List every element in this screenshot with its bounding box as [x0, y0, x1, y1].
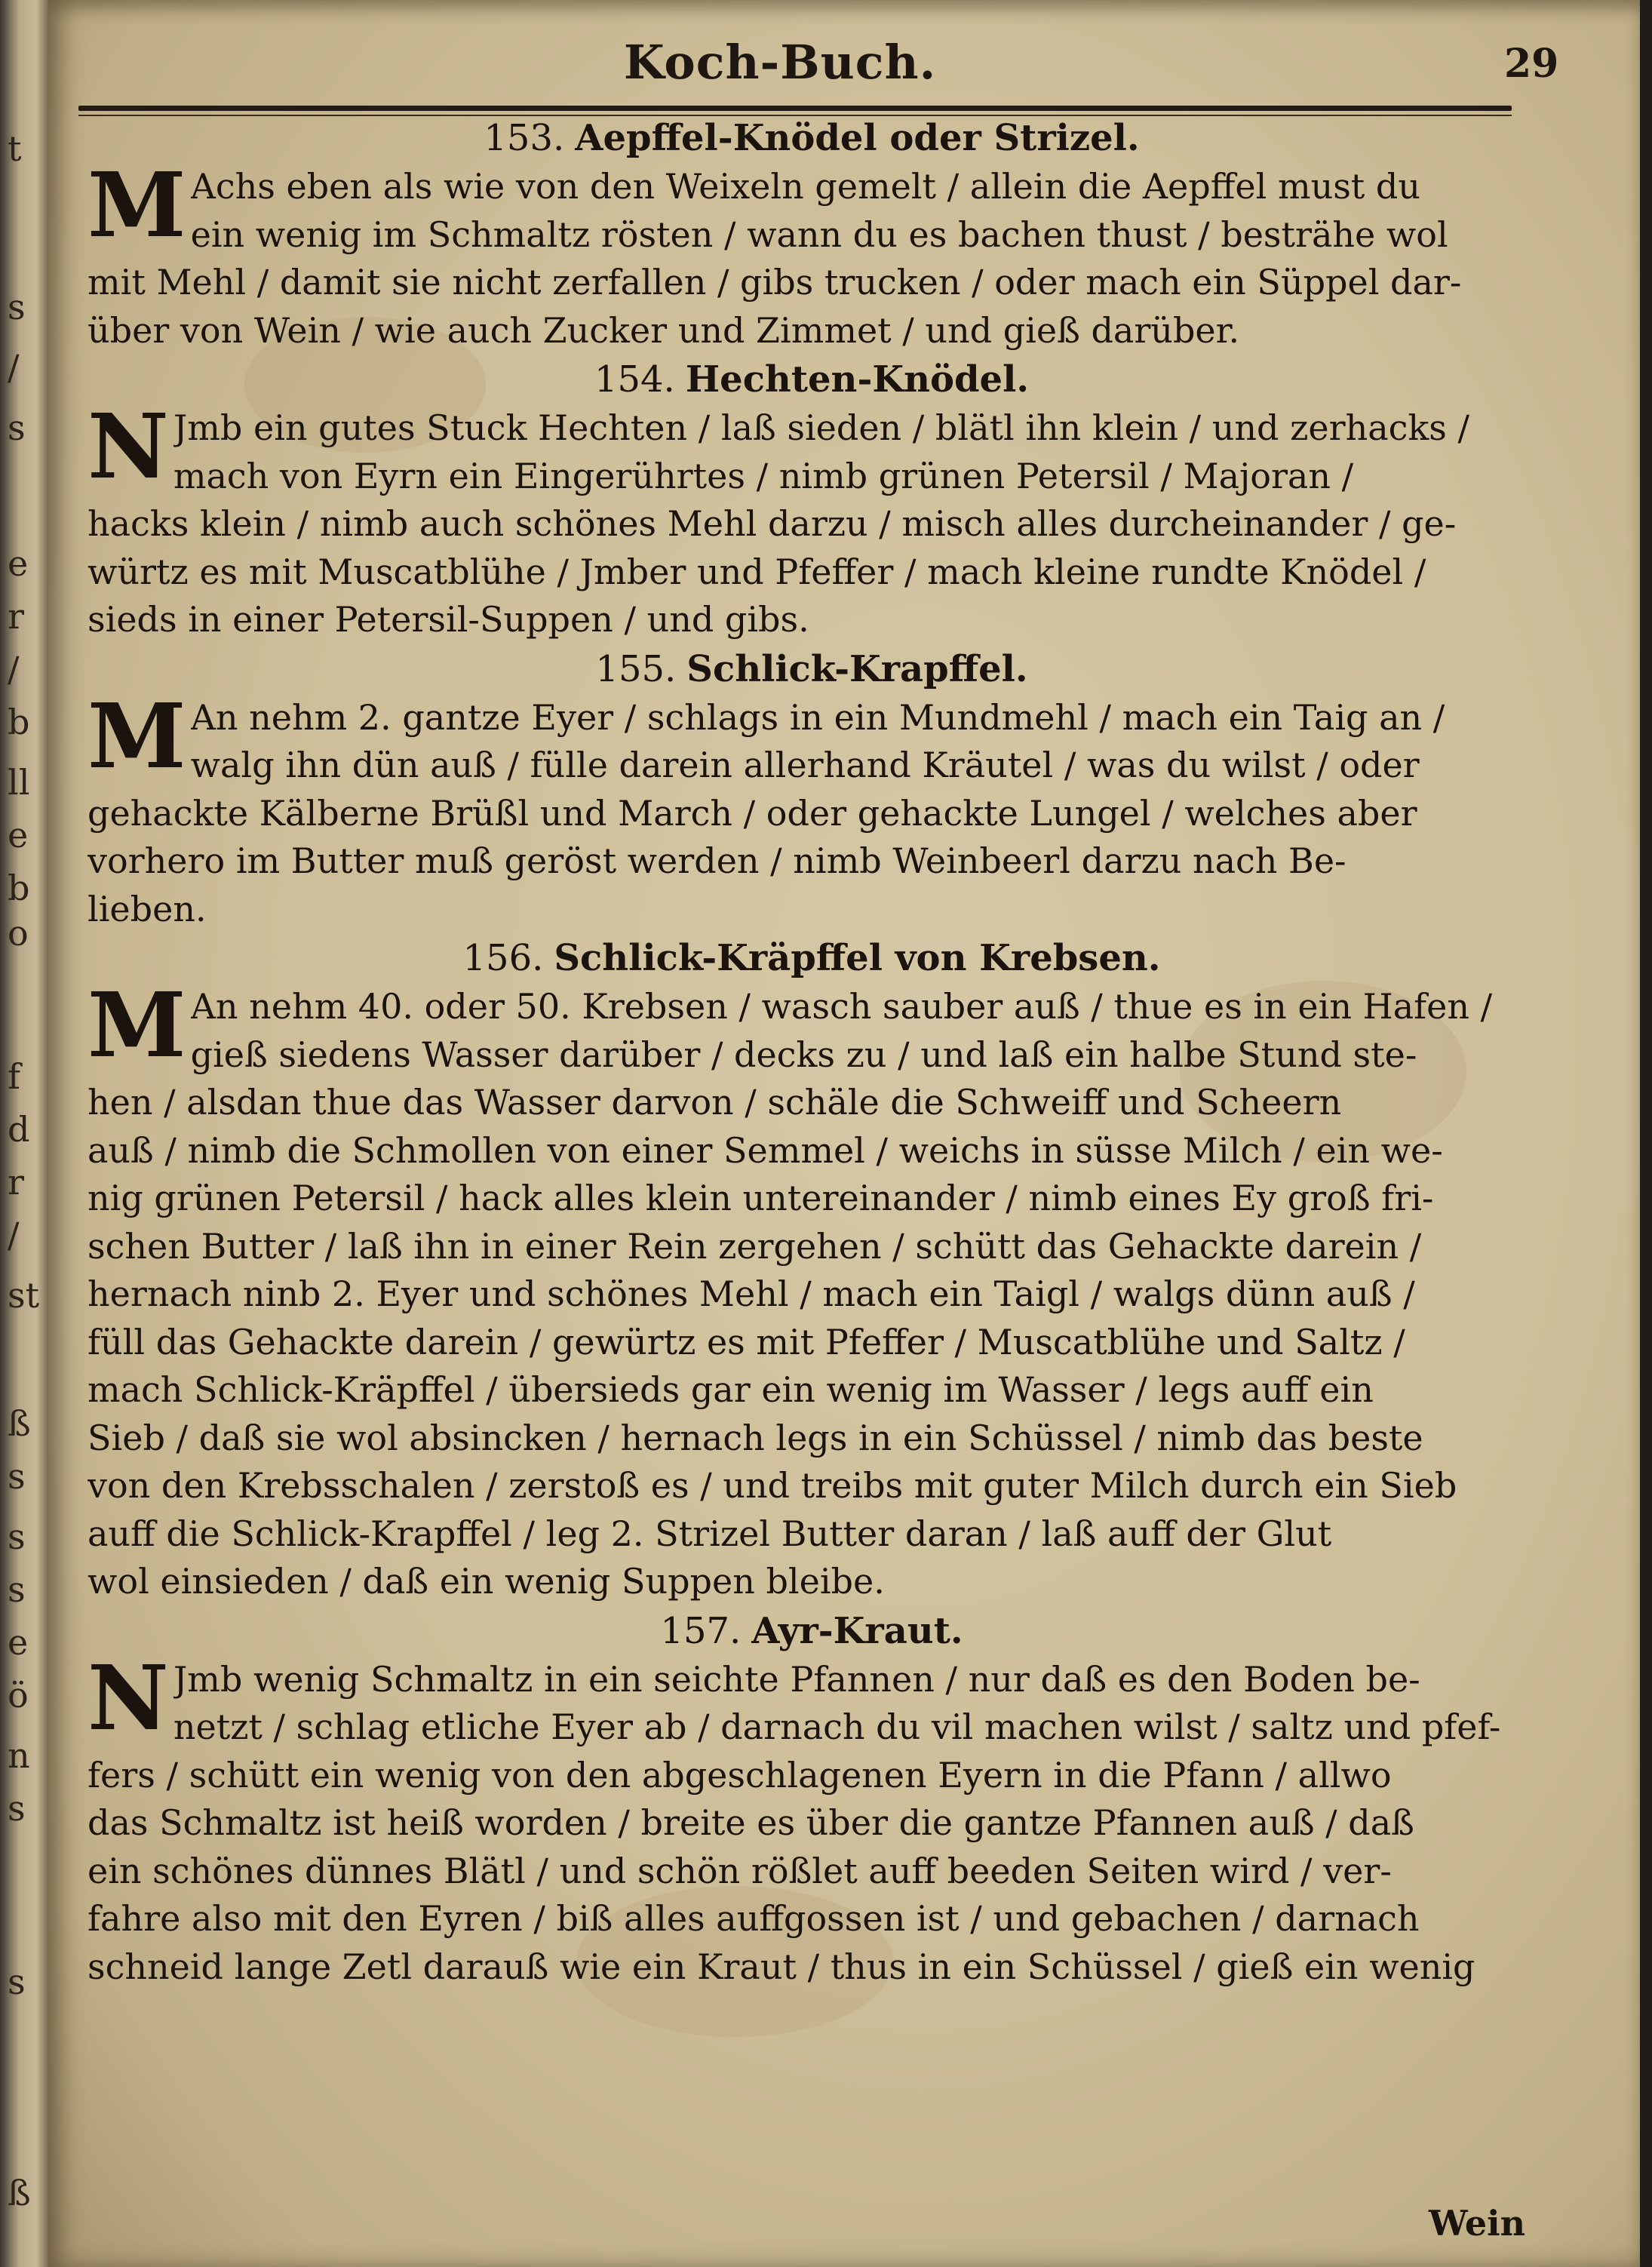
margin-letter: e — [8, 815, 29, 856]
text-line: gieß siedens Wasser darüber / decks zu / und laß ein halbe Stund ste- — [190, 1034, 1417, 1075]
text-line: Jmb wenig Schmaltz in ein seichte Pfannen / nur daß es den Boden be- — [173, 1658, 1420, 1700]
text-line: mach Schlick-Kräpffel / übersieds gar ein wenig im Wasser / legs auff ein — [88, 1369, 1374, 1410]
text-line: ein schönes dünnes Blätl / und schön rößlet auff beeden Seiten wird / ver- — [88, 1850, 1392, 1891]
recipe-title — [88, 355, 1536, 404]
recipe-number: 157. — [660, 1609, 742, 1652]
margin-letter: b — [8, 868, 30, 908]
margin-letter: s — [8, 1569, 26, 1610]
recipe-text — [88, 972, 1536, 1606]
margin-letter: st — [8, 1275, 40, 1316]
margin-letter: / — [8, 1215, 20, 1255]
recipe-title — [88, 1606, 1536, 1656]
text-line: schneid lange Zetl darauß wie ein Kraut / thus in ein Schüssel / gieß ein wenig — [88, 1946, 1475, 1987]
margin-letter: s — [8, 1516, 26, 1557]
text-line: wol einsieden / daß ein wenig Suppen bleibe. — [88, 1561, 885, 1602]
drop-cap: M — [88, 972, 186, 1077]
text-line: sieds in einer Petersil-Suppen / und gibs. — [88, 599, 809, 640]
recipe-text — [88, 1645, 1536, 1992]
drop-cap: M — [88, 152, 186, 257]
recipe-number: 154. — [594, 358, 675, 401]
recipe-number: 153. — [484, 117, 565, 159]
margin-letter: ö — [8, 1675, 29, 1716]
recipe-text — [88, 683, 1536, 934]
margin-letter: / — [8, 347, 20, 388]
margin-letter: s — [8, 1961, 26, 2002]
margin-letter: o — [8, 913, 29, 954]
page-body — [88, 113, 1536, 1991]
text-line: hen / alsdan thue das Wasser darvon / schäle die Schweiff und Scheern — [88, 1082, 1342, 1123]
recipe-text — [88, 152, 1536, 355]
text-line: ein wenig im Schmaltz rösten / wann du es bachen thust / besträhe wol — [190, 213, 1448, 255]
margin-letter: / — [8, 649, 20, 690]
margin-letter: ll — [8, 762, 30, 803]
recipe-heading: Schlick-Kräpffel von Krebsen. — [554, 937, 1161, 979]
previous-page-margin-text — [5, 0, 42, 2267]
recipe-number: 156. — [462, 937, 544, 979]
drop-cap: M — [88, 683, 186, 788]
page-header — [48, 30, 1640, 91]
page-number: 29 — [1504, 41, 1559, 87]
text-line: das Schmaltz ist heiß worden / breite es über die gantze Pfannen auß / daß — [88, 1802, 1414, 1843]
margin-letter: d — [8, 1109, 30, 1150]
margin-letter: n — [8, 1735, 30, 1776]
text-line: nig grünen Petersil / hack alles klein untereinander / nimb eines Ey groß fri- — [88, 1178, 1434, 1218]
running-title: Koch-Buch. — [623, 35, 937, 90]
text-line: über von Wein / wie auch Zucker und Zimmet / und gieß darüber. — [88, 309, 1240, 351]
text-line: hernach ninb 2. Eyer und schönes Mehl / mach ein Taigl / walgs dünn auß / — [88, 1273, 1415, 1314]
text-line: gehackte Kälberne Brüßl und March / oder gehackte Lungel / welches aber — [88, 792, 1417, 834]
text-line: mit Mehl / damit sie nicht zerfallen / gibs trucken / oder mach ein Süppel dar- — [88, 262, 1462, 303]
text-line: füll das Gehackte darein / gewürtz es mit Pfeffer / Muscatblühe und Saltz / — [88, 1321, 1405, 1362]
text-line: Sieb / daß sie wol absincken / hernach legs in ein Schüssel / nimb das beste — [88, 1417, 1423, 1458]
recipe-title — [88, 644, 1536, 694]
catchword: Wein — [1429, 2203, 1526, 2244]
text-line: An nehm 40. oder 50. Krebsen / wasch sauber auß / thue es in ein Hafen / — [190, 986, 1493, 1027]
margin-letter: e — [8, 1622, 29, 1663]
margin-letter: r — [8, 1162, 24, 1203]
margin-letter: ß — [8, 2173, 31, 2213]
text-line: auß / nimb die Schmollen von einer Semmel / weichs in süsse Milch / ein we- — [88, 1129, 1443, 1171]
text-line: schen Butter / laß ihn in einer Rein zergehen / schütt das Gehackte darein / — [88, 1225, 1422, 1267]
text-line: lieben. — [88, 888, 207, 929]
margin-letter: r — [8, 596, 24, 637]
margin-letter: s — [8, 407, 26, 448]
text-line: fahre also mit den Eyren / biß alles auffgossen ist / und gebachen / darnach — [88, 1898, 1420, 1939]
margin-letter: ß — [8, 1403, 31, 1444]
margin-letter: b — [8, 702, 30, 742]
margin-letter: f — [8, 1056, 21, 1097]
recipe-title — [88, 933, 1536, 983]
text-line: walg ihn dün auß / fülle darein allerhand Kräutel / was du wilst / oder — [190, 745, 1420, 785]
margin-letter: s — [8, 1788, 26, 1829]
recipe-heading: Ayr-Kraut. — [751, 1609, 963, 1652]
margin-letter: e — [8, 543, 29, 584]
text-line: mach von Eyrn ein Eingerührtes / nimb grünen Petersil / Majoran / — [173, 455, 1354, 496]
recipe-heading: Hechten-Knödel. — [685, 358, 1030, 401]
text-line: von den Krebsschalen / zerstoß es / und treibs mit guter Milch durch ein Sieb — [88, 1465, 1457, 1506]
text-line: Achs eben als wie von den Weixeln gemelt / allein die Aepffel must du — [190, 166, 1420, 207]
recipe-heading: Aepffel-Knödel oder Strizel. — [575, 117, 1140, 159]
margin-letter: t — [8, 128, 22, 169]
recipe-heading: Schlick-Krapffel. — [686, 647, 1028, 690]
margin-letter: s — [8, 1456, 26, 1497]
recipe-text — [88, 394, 1536, 644]
text-line: hacks klein / nimb auch schönes Mehl darzu / misch alles durcheinander / ge- — [88, 503, 1457, 544]
recipe-number: 155. — [595, 647, 677, 690]
text-line: netzt / schlag etliche Eyer ab / darnach du vil machen wilst / saltz und pfef- — [173, 1706, 1501, 1747]
recipe-title — [88, 113, 1536, 163]
drop-cap: N — [88, 394, 169, 499]
margin-letter: s — [8, 287, 26, 327]
text-line: An nehm 2. gantze Eyer / schlags in ein Mundmehl / mach ein Taig an / — [190, 696, 1445, 738]
text-line: fers / schütt ein wenig von den abgeschlagenen Eyern in die Pfann / allwo — [88, 1754, 1392, 1795]
text-line: vorhero im Butter muß geröst werden / nimb Weinbeerl darzu nach Be- — [88, 840, 1346, 881]
text-line: würtz es mit Muscatblühe / Jmber und Pfeffer / mach kleine rundte Knödel / — [88, 551, 1426, 592]
book-page — [48, 0, 1640, 2267]
text-line: auff die Schlick-Krapffel / leg 2. Strizel Butter daran / laß auff der Glut — [88, 1513, 1332, 1554]
drop-cap: N — [88, 1645, 169, 1750]
header-rule — [78, 106, 1512, 111]
text-line: Jmb ein gutes Stuck Hechten / laß sieden / blätl ihn klein / und zerhacks / — [173, 407, 1469, 448]
